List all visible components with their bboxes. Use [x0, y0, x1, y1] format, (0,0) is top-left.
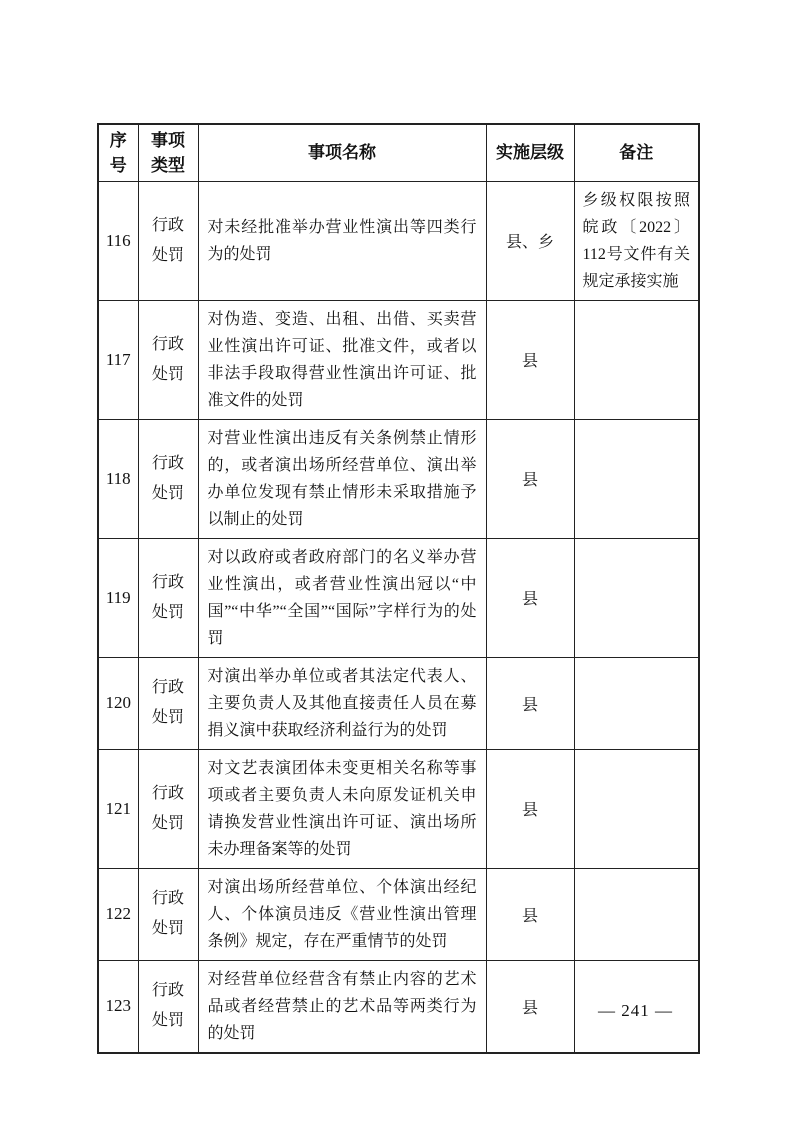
cell-item-name: 对未经批准举办营业性演出等四类行为的处罚 [198, 181, 486, 300]
cell-item-name: 对营业性演出违反有关条例禁止情形的，或者演出场所经营单位、演出举办单位发现有禁止情形未采取措施予以制止的处罚 [198, 419, 486, 538]
cell-item-type: 行政处罚 [138, 300, 198, 419]
table-row [98, 657, 699, 749]
cell-item-type: 行政处罚 [138, 419, 198, 538]
cell-serial-number: 120 [98, 657, 138, 749]
cell-item-name: 对经营单位经营含有禁止内容的艺术品或者经营禁止的艺术品等两类行为的处罚 [198, 960, 486, 1053]
cell-remarks [574, 657, 699, 749]
cell-item-type: 行政处罚 [138, 960, 198, 1053]
table-row [98, 300, 699, 419]
cell-item-type: 行政处罚 [138, 868, 198, 960]
cell-serial-number: 121 [98, 749, 138, 868]
column-header-item-name: 事项名称 [198, 124, 486, 181]
cell-impl-level: 县 [486, 960, 574, 1053]
cell-impl-level: 县、乡 [486, 181, 574, 300]
table-header [98, 124, 699, 181]
table-body [98, 181, 699, 1053]
penalty-items-table [97, 123, 700, 1054]
column-header-serial-number: 序号 [98, 124, 138, 181]
table-row [98, 181, 699, 300]
cell-serial-number: 116 [98, 181, 138, 300]
cell-item-name: 对伪造、变造、出租、出借、买卖营业性演出许可证、批准文件，或者以非法手段取得营业性演出许可证、批准文件的处罚 [198, 300, 486, 419]
cell-impl-level: 县 [486, 419, 574, 538]
cell-serial-number: 117 [98, 300, 138, 419]
cell-serial-number: 119 [98, 538, 138, 657]
column-header-remarks: 备注 [574, 124, 699, 181]
cell-item-name: 对文艺表演团体未变更相关名称等事项或者主要负责人未向原发证机关申请换发营业性演出许可证、演出场所未办理备案等的处罚 [198, 749, 486, 868]
cell-serial-number: 123 [98, 960, 138, 1053]
cell-item-type: 行政处罚 [138, 749, 198, 868]
cell-item-type: 行政处罚 [138, 181, 198, 300]
cell-item-name: 对演出场所经营单位、个体演出经纪人、个体演员违反《营业性演出管理条例》规定，存在严重情节的处罚 [198, 868, 486, 960]
cell-remarks [574, 419, 699, 538]
cell-remarks: 乡级权限按照皖政〔2022〕112号文件有关规定承接实施 [574, 181, 699, 300]
cell-impl-level: 县 [486, 868, 574, 960]
table-row [98, 419, 699, 538]
cell-remarks [574, 538, 699, 657]
cell-item-name: 对以政府或者政府部门的名义举办营业性演出，或者营业性演出冠以“中国”“中华”“全国”“国际”字样行为的处罚 [198, 538, 486, 657]
cell-serial-number: 122 [98, 868, 138, 960]
cell-impl-level: 县 [486, 300, 574, 419]
cell-impl-level: 县 [486, 538, 574, 657]
column-header-item-type: 事项类型 [138, 124, 198, 181]
cell-impl-level: 县 [486, 657, 574, 749]
column-header-impl-level: 实施层级 [486, 124, 574, 181]
cell-remarks [574, 300, 699, 419]
cell-remarks [574, 868, 699, 960]
cell-item-type: 行政处罚 [138, 538, 198, 657]
table-row [98, 868, 699, 960]
table-row [98, 749, 699, 868]
cell-remarks [574, 749, 699, 868]
cell-item-name: 对演出举办单位或者其法定代表人、主要负责人及其他直接责任人员在募捐义演中获取经济利益行为的处罚 [198, 657, 486, 749]
table-row [98, 538, 699, 657]
cell-impl-level: 县 [486, 749, 574, 868]
cell-item-type: 行政处罚 [138, 657, 198, 749]
header-row [98, 124, 699, 181]
page-number: — 241 — [598, 1001, 673, 1020]
cell-serial-number: 118 [98, 419, 138, 538]
